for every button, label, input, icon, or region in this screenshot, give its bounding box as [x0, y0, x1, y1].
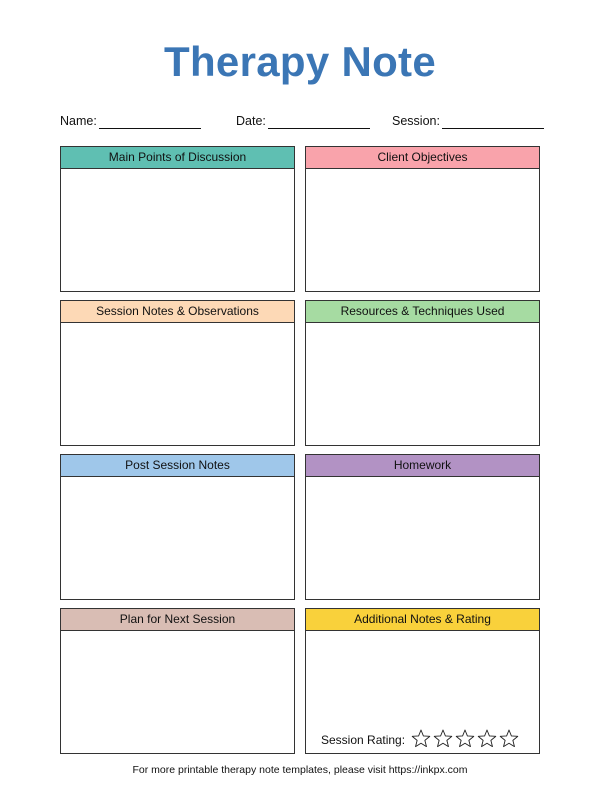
post-session-box — [60, 454, 295, 600]
plan-next-header: Plan for Next Session — [61, 609, 294, 631]
resources-header: Resources & Techniques Used — [306, 301, 539, 323]
post-session-area[interactable] — [61, 477, 294, 600]
homework-box — [305, 454, 540, 600]
session-notes-box — [60, 300, 295, 446]
star-outline-icon[interactable] — [477, 729, 497, 748]
page-title: Therapy Note — [164, 38, 436, 85]
session-line[interactable] — [442, 115, 544, 129]
session-notes-area[interactable] — [61, 323, 294, 446]
additional-notes-header: Additional Notes & Rating — [306, 609, 539, 631]
date-label: Date: — [236, 114, 266, 128]
main-points-header: Main Points of Discussion — [61, 147, 294, 169]
session-rating-label: Session Rating: — [321, 733, 406, 747]
name-line[interactable] — [99, 115, 201, 129]
date-field[interactable] — [236, 113, 370, 129]
star-rating — [411, 729, 521, 751]
plan-next-box — [60, 608, 295, 754]
session-notes-header: Session Notes & Observations — [61, 301, 294, 323]
additional-notes-area[interactable] — [306, 631, 539, 754]
session-label: Session: — [392, 114, 440, 128]
post-session-header: Post Session Notes — [61, 455, 294, 477]
star-outline-icon[interactable] — [433, 729, 453, 748]
client-objectives-area[interactable] — [306, 169, 539, 292]
plan-next-area[interactable] — [61, 631, 294, 754]
homework-header: Homework — [306, 455, 539, 477]
client-objectives-header: Client Objectives — [306, 147, 539, 169]
star-outline-icon[interactable] — [411, 729, 431, 748]
session-field[interactable] — [392, 113, 544, 129]
footer-text: For more printable therapy note templates, please visit https://inkpx.com — [132, 764, 468, 776]
star-outline-icon[interactable] — [455, 729, 475, 748]
star-outline-icon[interactable] — [499, 729, 519, 748]
resources-box — [305, 300, 540, 446]
name-label: Name: — [60, 114, 97, 128]
main-points-area[interactable] — [61, 169, 294, 292]
date-line[interactable] — [268, 115, 370, 129]
header-fields — [60, 113, 540, 131]
session-rating — [321, 729, 521, 751]
homework-area[interactable] — [306, 477, 539, 600]
additional-notes-box — [305, 608, 540, 754]
client-objectives-box — [305, 146, 540, 292]
resources-area[interactable] — [306, 323, 539, 446]
main-points-box — [60, 146, 295, 292]
name-field[interactable] — [60, 113, 201, 129]
